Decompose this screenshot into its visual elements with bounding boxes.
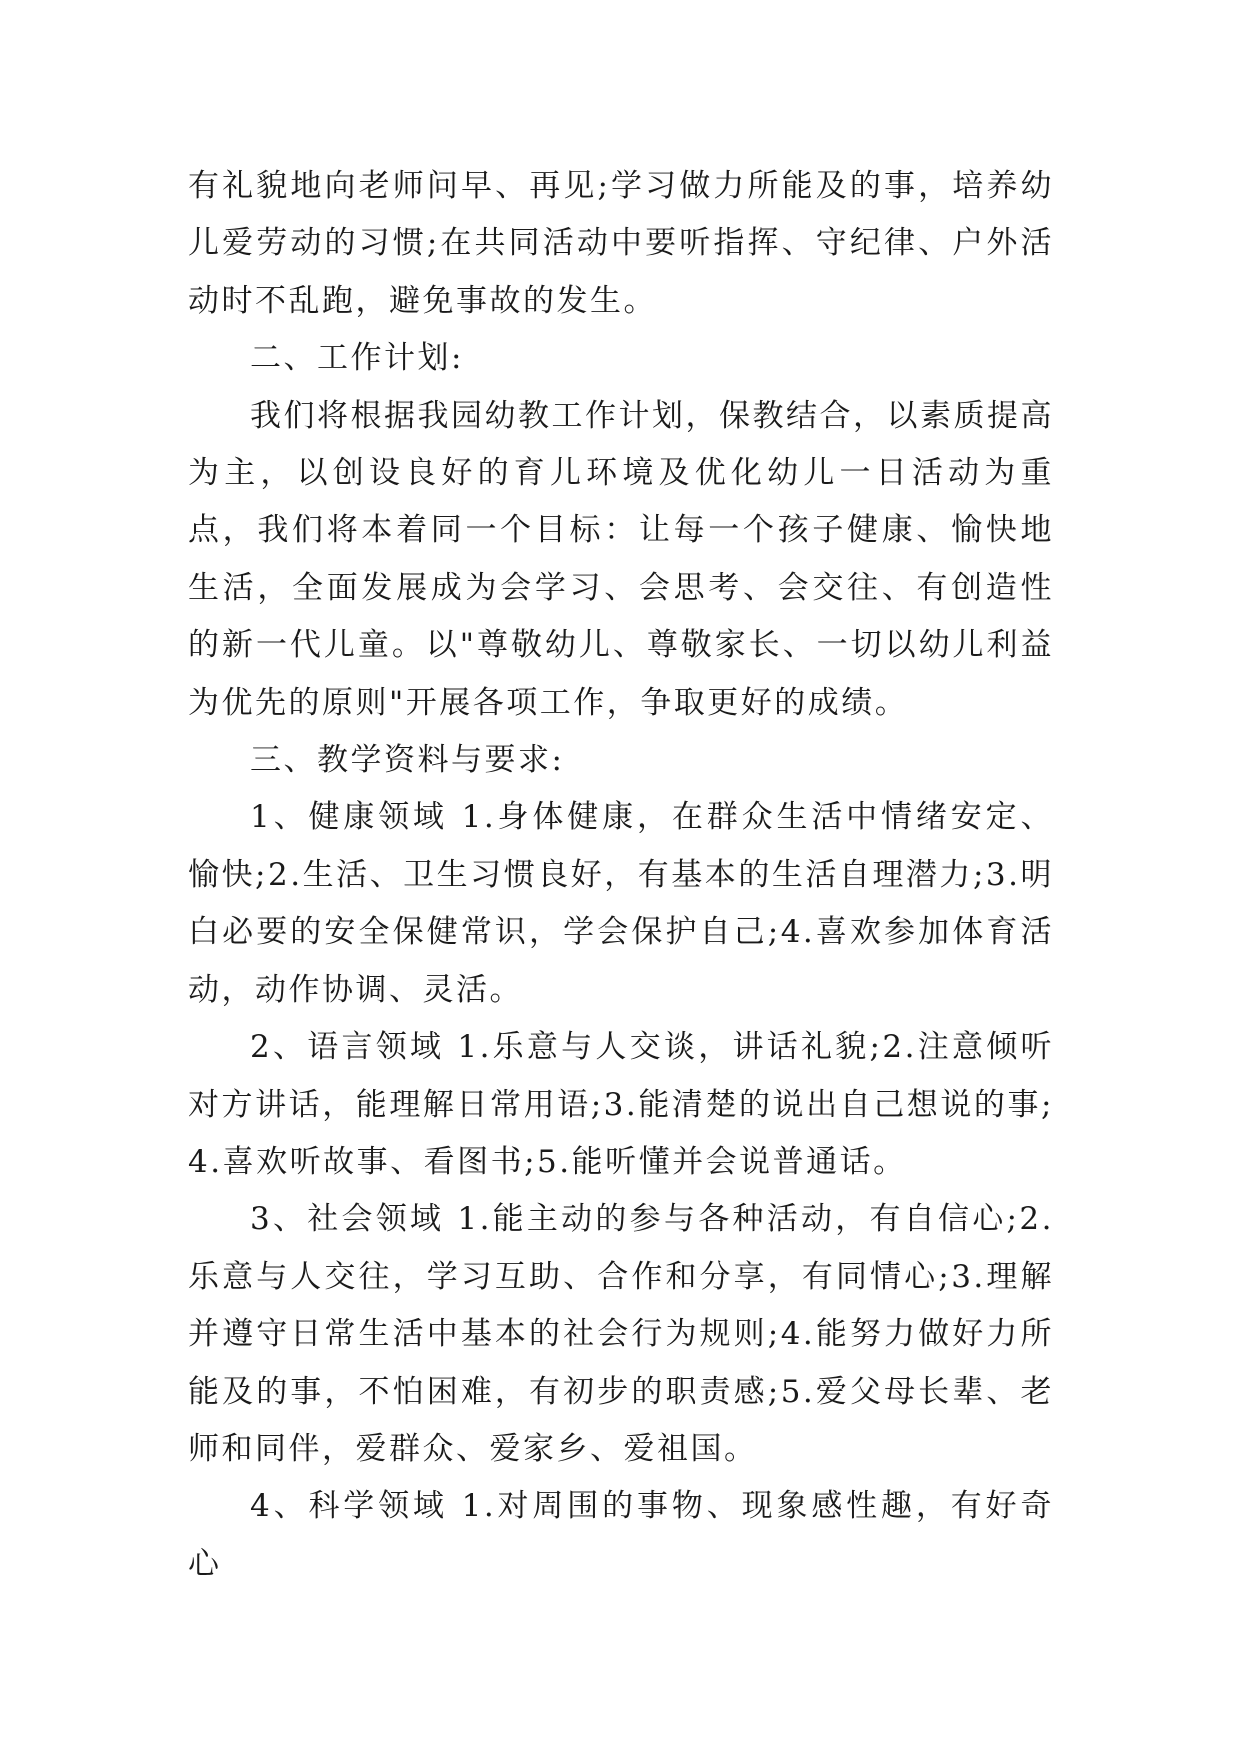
document-body	[188, 158, 1054, 1593]
paragraph-continuation: 有礼貌地向老师问早、再见;学习做力所能及的事，培养幼儿爱劳动的习惯;在共同活动中要听指挥、守纪律、户外活动时不乱跑，避免事故的发生。	[188, 168, 1054, 319]
section-heading-work-plan: 二、工作计划:	[250, 340, 464, 377]
paragraph-health-domain: 1、健康领域 1.身体健康，在群众生活中情绪安定、愉快;2.生活、卫生习惯良好，有基本的生活自理潜力;3.明白必要的安全保健常识，学会保护自己;4.喜欢参加体育活动，动作协调、灵活。	[188, 799, 1054, 1008]
paragraph-social-domain: 3、社会领域 1.能主动的参与各种活动，有自信心;2.乐意与人交往，学习互助、合作和分享，有同情心;3.理解并遵守日常生活中基本的社会行为规则;4.能努力做好力所能及的事，不怕困难，有初步的职责感;5.爱父母长辈、老师和同伴，爱群众、爱家乡、爱祖国。	[188, 1201, 1054, 1467]
section-heading-teaching-content: 三、教学资料与要求:	[250, 742, 565, 779]
paragraph-work-plan: 我们将根据我园幼教工作计划，保教结合，以素质提高为主，以创设良好的育儿环境及优化幼儿一日活动为重点，我们将本着同一个目标：让每一个孩子健康、愉快地生活，全面发展成为会学习、会思考、会交往、有创造性的新一代儿童。以"尊敬幼儿、尊敬家长、一切以幼儿利益为优先的原则"开展各项工作，争取更好的成绩。	[188, 397, 1054, 721]
paragraph-science-domain: 4、科学领域 1.对周围的事物、现象感性趣，有好奇心	[188, 1488, 1054, 1582]
paragraph-language-domain: 2、语言领域 1.乐意与人交谈，讲话礼貌;2.注意倾听对方讲话，能理解日常用语;3.能清楚的说出自己想说的事;4.喜欢听故事、看图书;5.能听懂并会说普通话。	[188, 1029, 1054, 1180]
